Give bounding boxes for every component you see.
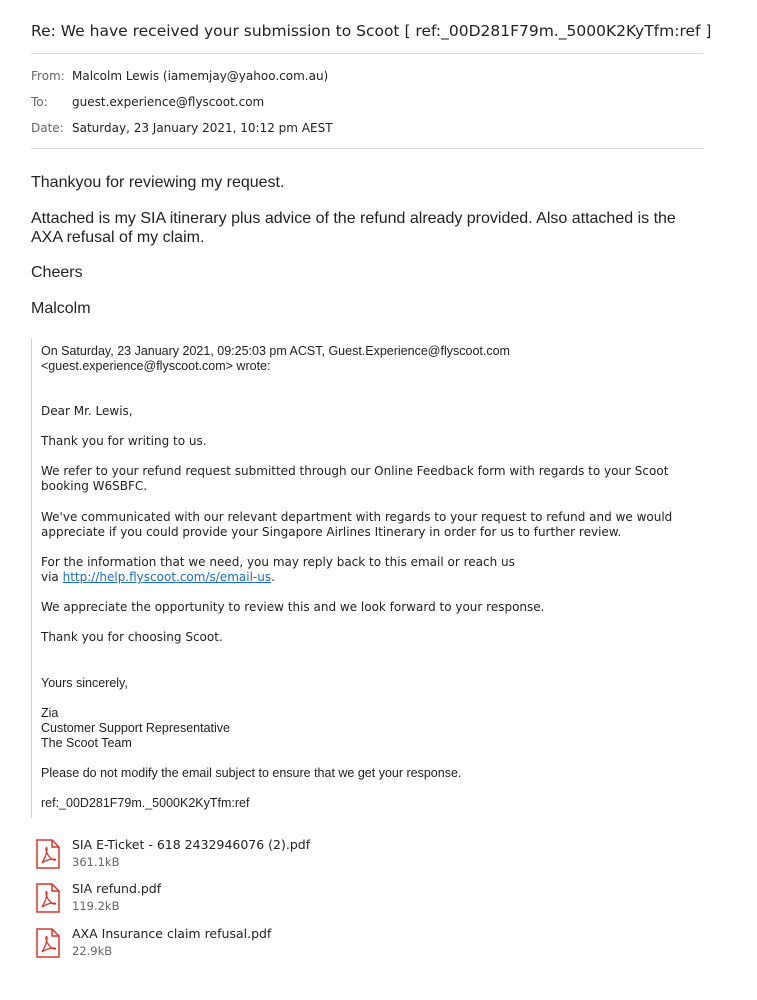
- from-label: From:: [31, 69, 65, 83]
- attachment-size: 22.9kB: [72, 944, 113, 958]
- email-subject: Re: We have received your submission to Scoot [ ref:_00D281F79m._5000K2KyTfm:ref ]: [31, 22, 712, 40]
- date-row: [31, 121, 333, 135]
- quoted-p4: [41, 555, 721, 585]
- pdf-file-icon: [36, 839, 60, 869]
- attachment-item[interactable]: [36, 926, 436, 964]
- quoted-sig-team: The Scoot Team: [41, 736, 132, 750]
- attachment-name[interactable]: SIA refund.pdf: [72, 881, 162, 896]
- help-email-link[interactable]: http://help.flyscoot.com/s/email-us: [62, 570, 272, 584]
- from-row: [31, 69, 328, 83]
- attachment-name[interactable]: AXA Insurance claim refusal.pdf: [72, 926, 272, 941]
- quoted-ref: ref:_00D281F79m._5000K2KyTfm:ref: [41, 796, 250, 810]
- date-label: Date:: [31, 121, 64, 135]
- from-value[interactable]: Malcolm Lewis (iamemjay@yahoo.com.au): [72, 69, 329, 83]
- date-value: Saturday, 23 January 2021, 10:12 pm AEST: [72, 121, 333, 135]
- attachment-item[interactable]: [36, 881, 436, 919]
- quoted-p6: Thank you for choosing Scoot.: [41, 630, 223, 644]
- quoted-notice: Please do not modify the email subject to ensure that we get your response.: [41, 766, 462, 780]
- quoted-p5: We appreciate the opportunity to review this and we look forward to your response.: [41, 600, 545, 614]
- quoted-p4-end: .: [271, 570, 275, 584]
- to-row: [31, 95, 264, 109]
- quoted-sig-name: Zia: [41, 706, 59, 720]
- quoted-p1: Thank you for writing to us.: [41, 434, 207, 448]
- quoted-intro: On Saturday, 23 January 2021, 09:25:03 pm ACST, Guest.Experience@flyscoot.com <guest.experience@flyscoot.com> wrote:: [41, 344, 510, 373]
- pdf-file-icon: [36, 883, 60, 913]
- body-line-attached: Attached is my SIA itinerary plus advice of the refund already provided. Also attached is the AXA refusal of my claim.: [31, 210, 676, 246]
- header-divider-bottom: [31, 148, 703, 149]
- body-line-signature: Malcolm: [31, 300, 91, 317]
- quoted-p4-line1: For the information that we need, you may reply back to this email or reach us: [41, 555, 515, 569]
- quoted-greeting: Dear Mr. Lewis,: [41, 404, 133, 418]
- attachment-size: 119.2kB: [72, 899, 120, 913]
- quoted-p3: We've communicated with our relevant department with regards to your request to refund and we would appreciate if you could provide your Singapore Airlines Itinerary in order for us to further review.: [41, 510, 673, 539]
- quoted-signoff: Yours sincerely,: [41, 676, 128, 690]
- quoted-sig-title: Customer Support Representative: [41, 721, 230, 735]
- header-divider-top: [31, 53, 703, 54]
- pdf-file-icon: [36, 928, 60, 958]
- attachment-name[interactable]: SIA E-Ticket - 618 2432946076 (2).pdf: [72, 837, 311, 852]
- body-line-cheers: Cheers: [31, 264, 83, 281]
- quoted-p2: We refer to your refund request submitted through our Online Feedback form with regards to your Scoot booking W6SBFC.: [41, 464, 669, 493]
- quoted-message: [31, 338, 722, 818]
- quoted-p4-via: via: [41, 570, 63, 584]
- attachment-item[interactable]: [36, 837, 436, 875]
- to-label: To:: [31, 95, 48, 109]
- body-line-thanks: Thankyou for reviewing my request.: [31, 174, 285, 191]
- attachment-size: 361.1kB: [72, 855, 120, 869]
- to-value[interactable]: guest.experience@flyscoot.com: [72, 95, 265, 109]
